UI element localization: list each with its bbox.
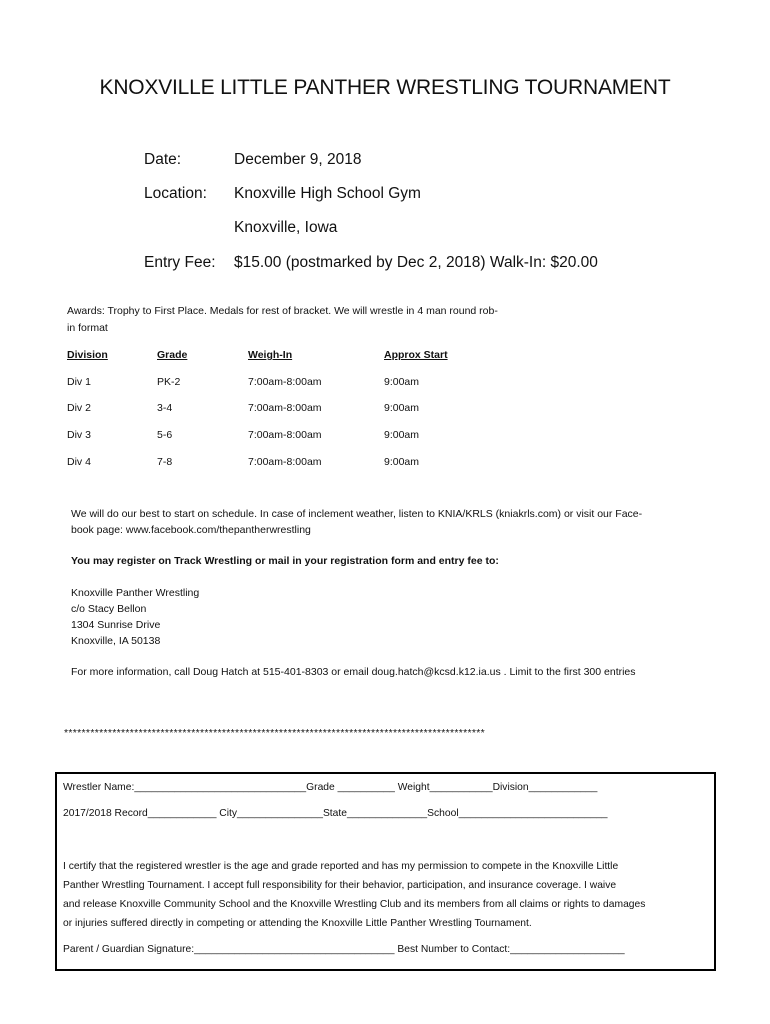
weather-line-2: book page: www.facebook.com/thepantherwrestling bbox=[71, 524, 311, 536]
certification-line: Panther Wrestling Tournament. I accept full responsibility for their behavior, participation, and insurance coverage. I waive bbox=[63, 880, 617, 891]
cell-weigh-in: 7:00am-8:00am bbox=[248, 456, 322, 468]
cell-start: 9:00am bbox=[384, 429, 420, 441]
certification-line: or injuries suffered directly in competing or attending the Knoxville Little Panther Wrestling Tournament. bbox=[63, 918, 532, 929]
cell-division: Div 4 bbox=[67, 456, 91, 468]
form-record-line: 2017/2018 Record____________ City_______________State______________School__________________________ bbox=[63, 808, 608, 819]
certification-line: and release Knoxville Community School and the Knoxville Wrestling Club and its members from all claims or rights to damages bbox=[63, 899, 646, 910]
location-line-2: Knoxville, Iowa bbox=[234, 219, 338, 236]
header-weigh-in: Weigh-In bbox=[248, 349, 293, 361]
cell-division: Div 1 bbox=[67, 376, 91, 388]
header-division: Division bbox=[67, 349, 108, 361]
cell-weigh-in: 7:00am-8:00am bbox=[248, 402, 322, 414]
cell-grade: 7-8 bbox=[157, 456, 173, 468]
awards-line-1: Awards: Trophy to First Place. Medals for rest of bracket. We will wrestle in 4 man round rob- bbox=[67, 305, 498, 317]
cell-division: Div 3 bbox=[67, 429, 91, 441]
address-line: Knoxville Panther Wrestling bbox=[71, 587, 200, 599]
date-label: Date: bbox=[144, 151, 182, 168]
entry-fee-value: $15.00 (postmarked by Dec 2, 2018) Walk-In: $20.00 bbox=[234, 254, 598, 271]
cell-division: Div 2 bbox=[67, 402, 91, 414]
separator-line: ************************************************************************************************ bbox=[64, 727, 486, 739]
cell-grade: 3-4 bbox=[157, 402, 173, 414]
weather-line-1: We will do our best to start on schedule. In case of inclement weather, listen to KNIA/KRLS (kniakrls.com) or visit our Face- bbox=[71, 508, 643, 520]
cell-weigh-in: 7:00am-8:00am bbox=[248, 376, 322, 388]
header-grade: Grade bbox=[157, 349, 188, 361]
cell-start: 9:00am bbox=[384, 376, 420, 388]
cell-weigh-in: 7:00am-8:00am bbox=[248, 429, 322, 441]
signature-line: Parent / Guardian Signature:___________________________________ Best Number to Contact:____________________ bbox=[63, 944, 625, 955]
date-value: December 9, 2018 bbox=[234, 151, 362, 168]
cell-grade: PK-2 bbox=[157, 376, 181, 388]
location-line-1: Knoxville High School Gym bbox=[234, 185, 421, 202]
register-heading: You may register on Track Wrestling or mail in your registration form and entry fee to: bbox=[71, 555, 499, 567]
header-approx-start: Approx Start bbox=[384, 349, 448, 361]
awards-line-2: in format bbox=[67, 322, 108, 334]
location-label: Location: bbox=[144, 185, 207, 202]
entry-fee-label: Entry Fee: bbox=[144, 254, 216, 271]
cell-start: 9:00am bbox=[384, 402, 420, 414]
registration-form bbox=[55, 772, 716, 971]
contact-info: For more information, call Doug Hatch at 515-401-8303 or email doug.hatch@kcsd.k12.ia.us . Limit to the first 300 entries bbox=[71, 666, 636, 678]
address-line: c/o Stacy Bellon bbox=[71, 603, 147, 615]
cell-grade: 5-6 bbox=[157, 429, 173, 441]
page-title: KNOXVILLE LITTLE PANTHER WRESTLING TOURNAMENT bbox=[99, 76, 671, 99]
certification-line: I certify that the registered wrestler is the age and grade reported and has my permission to compete in the Knoxville Little bbox=[63, 861, 619, 872]
address-line: 1304 Sunrise Drive bbox=[71, 619, 161, 631]
form-wrestler-line: Wrestler Name:______________________________Grade __________ Weight___________Division____________ bbox=[63, 782, 598, 793]
address-line: Knoxville, IA 50138 bbox=[71, 635, 161, 647]
cell-start: 9:00am bbox=[384, 456, 420, 468]
